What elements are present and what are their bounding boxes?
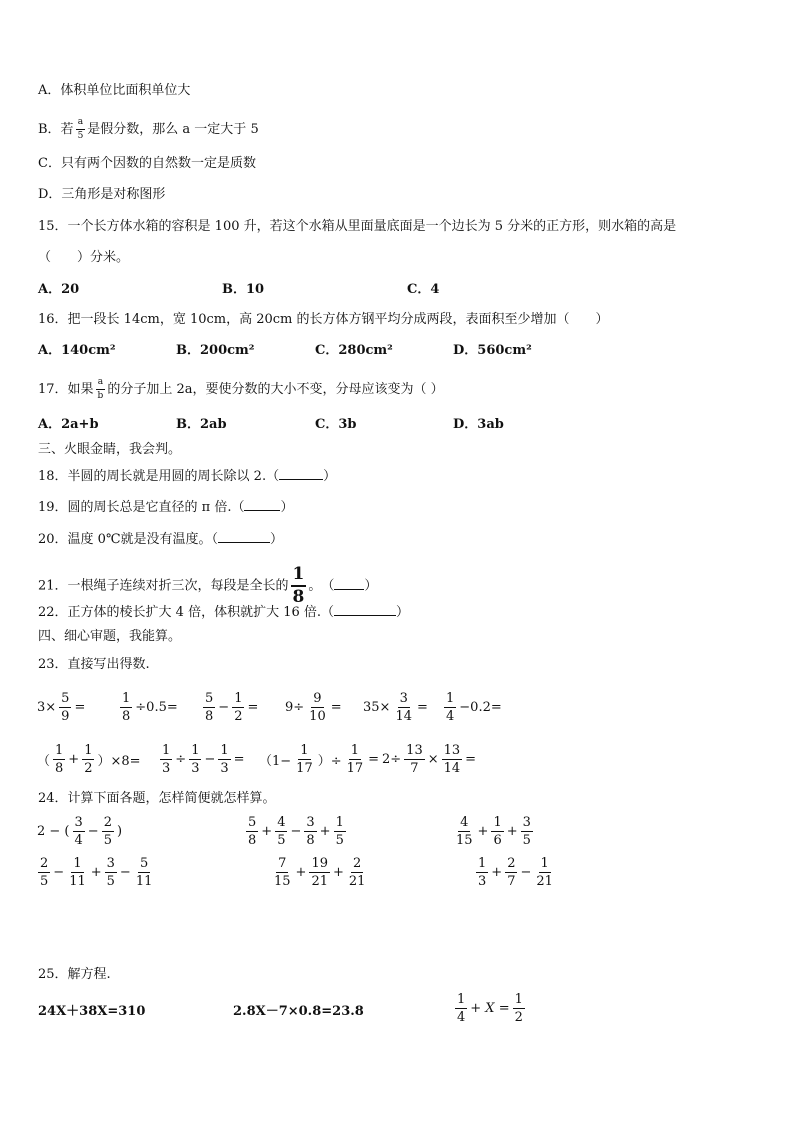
q24-title: 24．计算下面各题，怎样简便就怎样算。 — [38, 791, 276, 806]
denominator: b — [97, 391, 104, 401]
fraction — [120, 692, 132, 723]
q23-expr-7 — [36, 744, 142, 775]
q23-expr-5 — [362, 692, 429, 723]
term: 3× — [37, 700, 57, 715]
denominator: 8 — [55, 761, 64, 776]
fraction — [334, 816, 346, 847]
fraction — [455, 993, 467, 1024]
fraction — [160, 744, 172, 775]
operator: + — [261, 824, 273, 839]
fraction — [38, 857, 50, 888]
operator: − — [53, 865, 65, 880]
numerator: 13 — [406, 743, 423, 758]
operator: − — [119, 865, 131, 880]
fraction — [505, 857, 517, 888]
operator: − — [290, 824, 302, 839]
term: ) — [116, 824, 123, 839]
fraction — [218, 744, 230, 775]
term: = — [330, 700, 342, 715]
denominator: 5 — [277, 833, 286, 848]
q23-expr-4 — [284, 692, 343, 723]
numerator: 4 — [277, 815, 286, 830]
fraction — [491, 816, 503, 847]
denominator: 6 — [493, 833, 502, 848]
denominator: 5 — [106, 874, 115, 889]
q23-expr-9 — [258, 744, 380, 775]
q21-text: 21．一根绳子连续对折三次，每段是全长的 — [38, 578, 289, 594]
q15-option-c: C．4 — [407, 282, 440, 297]
operator: + — [295, 865, 307, 880]
q20-text: 20．温度 0℃就是没有温度。（ — [38, 532, 218, 547]
term: = — [233, 752, 245, 767]
q17-stem-prefix: 17．如果 — [38, 382, 94, 397]
fraction — [476, 857, 488, 888]
q24-expr-e — [270, 857, 369, 888]
numerator: 1 — [300, 743, 309, 758]
denominator: 21 — [311, 874, 328, 889]
q25-equation-3 — [453, 993, 527, 1024]
numerator: 1 — [291, 566, 307, 587]
q24-expr-b — [244, 816, 348, 847]
denominator: 8 — [122, 709, 131, 724]
denominator: 2 — [234, 709, 243, 724]
operator: + — [506, 824, 518, 839]
numerator: a — [76, 118, 85, 130]
q15-stem-cont: （ ）分米。 — [38, 250, 130, 265]
q25-equation-1: 24X＋38X=310 — [38, 1004, 146, 1019]
q23-expr-6 — [442, 692, 503, 723]
fraction — [294, 744, 315, 775]
numerator: 9 — [313, 691, 322, 706]
denominator: 11 — [69, 874, 86, 889]
fraction — [347, 857, 368, 888]
operator: − — [87, 824, 99, 839]
denominator: 14 — [443, 761, 461, 776]
denominator: 3 — [220, 761, 229, 776]
fraction — [304, 816, 316, 847]
q14-option-b-suffix: 是假分数，那么 a 一定大于 5 — [87, 122, 259, 137]
q21-after: 。 （ — [308, 578, 335, 594]
fraction — [309, 857, 330, 888]
numerator: 5 — [139, 856, 149, 871]
denominator: 17 — [346, 761, 364, 776]
numerator: 2 — [353, 856, 362, 871]
q23-title: 23．直接写出得数. — [38, 657, 150, 672]
section-4-heading: 四、细心审题，我能算。 — [38, 629, 182, 644]
numerator: 1 — [478, 856, 487, 871]
term: （1− — [259, 754, 292, 769]
denominator: 10 — [309, 709, 326, 724]
denominator: 15 — [274, 874, 291, 889]
term: −0.2= — [459, 700, 502, 715]
term: 9÷ — [285, 700, 305, 715]
denominator: 9 — [61, 709, 70, 724]
term: 35× — [363, 700, 391, 715]
denominator: 21 — [348, 874, 366, 889]
operator: − — [520, 865, 532, 880]
denominator: 5 — [522, 833, 531, 848]
q17-option-d: D．3ab — [453, 417, 504, 432]
numerator: 1 — [191, 743, 200, 758]
numerator: 1 — [540, 856, 549, 871]
operator: + — [333, 865, 344, 880]
fraction — [513, 993, 525, 1024]
numerator: 1 — [84, 743, 93, 758]
term: = — [416, 700, 428, 715]
numerator: 1 — [73, 856, 82, 871]
numerator: 7 — [278, 856, 287, 871]
q14-option-a: A．体积单位比面积单位大 — [38, 83, 191, 98]
denominator: 21 — [536, 874, 553, 889]
term: ÷0.5= — [135, 700, 178, 715]
q18-text: 18．半圆的周长就是用圆的周长除以 2.（ — [38, 469, 280, 484]
fraction — [102, 816, 114, 847]
term: ）÷ — [317, 754, 342, 769]
q19 — [38, 498, 294, 517]
answer-blank[interactable] — [218, 530, 270, 543]
q22-close: ） — [396, 605, 410, 620]
term: ）×8= — [97, 754, 141, 769]
q24-expr-f — [474, 857, 557, 888]
q23-expr-8 — [158, 744, 246, 775]
q24-expr-d — [36, 857, 156, 888]
numerator: 1 — [55, 743, 64, 758]
fraction — [59, 692, 71, 723]
q24-expr-c — [452, 816, 535, 847]
fraction — [105, 857, 117, 888]
operator: + — [68, 752, 80, 767]
numerator: 2 — [507, 856, 516, 871]
fraction — [275, 816, 287, 847]
numerator: 2 — [103, 815, 112, 830]
denominator: 5 — [77, 131, 84, 141]
q20-close: ） — [270, 532, 284, 547]
numerator: 3 — [106, 856, 115, 871]
answer-blank[interactable] — [334, 577, 364, 590]
q23-expr-3 — [201, 692, 259, 723]
fraction — [345, 744, 366, 775]
denominator: 5 — [335, 833, 344, 848]
operator: + — [90, 865, 102, 880]
fraction — [189, 744, 201, 775]
numerator: 13 — [443, 743, 461, 758]
numerator: 1 — [446, 691, 455, 706]
denominator: 11 — [135, 874, 153, 889]
q17-option-b: B．2ab — [176, 417, 227, 432]
denominator: 2 — [84, 761, 93, 776]
numerator: 1 — [457, 992, 466, 1007]
q23-expr-2 — [118, 692, 179, 723]
fraction — [521, 816, 533, 847]
q16-option-c: C．280cm² — [315, 343, 393, 358]
fraction — [272, 857, 293, 888]
numerator: 5 — [205, 691, 214, 706]
q25-title: 25．解方程. — [38, 967, 111, 982]
denominator: 17 — [296, 761, 313, 776]
fraction — [307, 692, 328, 723]
q22 — [38, 603, 409, 622]
denominator: 2 — [514, 1010, 523, 1025]
operator: − — [218, 700, 230, 715]
fraction — [73, 816, 85, 847]
denominator: 3 — [191, 761, 200, 776]
answer-blank[interactable] — [279, 467, 323, 480]
q23-expr-1 — [36, 692, 86, 723]
q16-option-a: A．140cm² — [38, 343, 116, 358]
term: 2÷ — [382, 752, 402, 767]
operator: + — [477, 824, 489, 839]
q14-option-c: C．只有两个因数的自然数一定是质数 — [38, 156, 256, 171]
numerator: a — [96, 378, 105, 390]
term: = — [465, 752, 477, 767]
q22-text: 22．正方体的棱长扩大 4 倍，体积就扩大 16 倍.（ — [38, 605, 335, 620]
q14-option-d: D．三角形是对称图形 — [38, 187, 166, 202]
denominator: 3 — [478, 874, 487, 889]
q18-close: ） — [323, 469, 337, 484]
operator: ÷ — [175, 752, 187, 767]
q19-close: ） — [280, 500, 294, 515]
term: = — [74, 700, 86, 715]
denominator: 5 — [103, 833, 112, 848]
fraction — [444, 692, 456, 723]
q21-close: ） — [364, 578, 378, 594]
fraction — [67, 857, 88, 888]
numerator: 3 — [306, 815, 315, 830]
numerator: 1 — [220, 743, 229, 758]
denominator: 4 — [446, 709, 455, 724]
term: + X = — [470, 1001, 510, 1016]
q23-expr-10 — [381, 744, 477, 775]
q15-option-b: B．10 — [222, 282, 265, 297]
fraction — [404, 744, 425, 775]
numerator: 1 — [514, 992, 523, 1007]
term: 2 − ( — [37, 824, 70, 839]
q19-text: 19．圆的周长总是它直径的 π 倍.（ — [38, 500, 245, 515]
denominator: 3 — [162, 761, 171, 776]
q16-option-b: B．200cm² — [176, 343, 255, 358]
numerator: 1 — [493, 815, 502, 830]
q16-stem: 16．把一段长 14cm，宽 10cm，高 20cm 的长方体方钢平均分成两段，表面积至少增加（ ） — [38, 312, 609, 327]
q18 — [38, 467, 336, 486]
q20 — [38, 530, 283, 549]
fraction — [134, 857, 155, 888]
term: = — [368, 752, 380, 767]
q15-option-a: A．20 — [38, 282, 80, 297]
q17-option-c: C．3b — [315, 417, 357, 432]
numerator: 1 — [335, 815, 344, 830]
fraction — [442, 744, 463, 775]
fraction — [454, 816, 475, 847]
term: = — [247, 700, 259, 715]
numerator: 5 — [248, 815, 257, 830]
q17-stem-suffix: 的分子加上 2a，要使分数的大小不变，分母应该变为（ ） — [107, 382, 444, 397]
numerator: 3 — [399, 691, 408, 706]
denominator: 7 — [410, 761, 419, 776]
term: （ — [37, 754, 51, 769]
q16-option-d: D．560cm² — [453, 343, 532, 358]
operator: + — [319, 824, 331, 839]
numerator: 5 — [61, 691, 70, 706]
denominator: 5 — [40, 874, 49, 889]
numerator: 3 — [74, 815, 83, 830]
fraction — [96, 378, 106, 401]
q24-expr-a — [36, 816, 123, 847]
q25-equation-2: 2.8X－7×0.8=23.8 — [233, 1004, 364, 1019]
denominator: 8 — [205, 709, 214, 724]
numerator: 1 — [234, 691, 243, 706]
operator: + — [491, 865, 503, 880]
q14-option-b-prefix: B．若 — [38, 122, 74, 137]
denominator: 8 — [306, 833, 315, 848]
fraction — [534, 857, 555, 888]
fraction — [53, 744, 65, 775]
numerator: 2 — [40, 856, 49, 871]
q15-stem: 15．一个长方体水箱的容积是 100 升，若这个水箱从里面量底面是一个边长为 5 分米的正方形，则水箱的高是 — [38, 219, 677, 234]
q17-option-a: A．2a+b — [38, 417, 99, 432]
denominator: 14 — [395, 709, 412, 724]
fraction — [232, 692, 244, 723]
denominator: 4 — [457, 1010, 466, 1025]
fraction — [393, 692, 414, 723]
q14-option-b — [38, 118, 259, 141]
q21 — [38, 566, 377, 606]
fraction — [76, 118, 86, 141]
denominator: 15 — [456, 833, 473, 848]
denominator: 4 — [74, 833, 83, 848]
answer-blank[interactable] — [334, 603, 396, 616]
denominator: 8 — [248, 833, 257, 848]
denominator: 8 — [292, 587, 305, 607]
fraction — [82, 744, 94, 775]
section-3-heading: 三、火眼金睛，我会判。 — [38, 442, 182, 457]
numerator: 1 — [122, 691, 131, 706]
numerator: 19 — [311, 856, 328, 871]
numerator: 1 — [350, 743, 360, 758]
fraction — [291, 566, 307, 606]
fraction — [246, 816, 258, 847]
numerator: 4 — [460, 815, 469, 830]
numerator: 1 — [162, 743, 171, 758]
operator: − — [204, 752, 216, 767]
fraction — [203, 692, 215, 723]
answer-blank[interactable] — [244, 498, 280, 511]
denominator: 7 — [507, 874, 516, 889]
q17-stem — [38, 378, 444, 401]
numerator: 3 — [522, 815, 531, 830]
operator: × — [427, 752, 439, 767]
